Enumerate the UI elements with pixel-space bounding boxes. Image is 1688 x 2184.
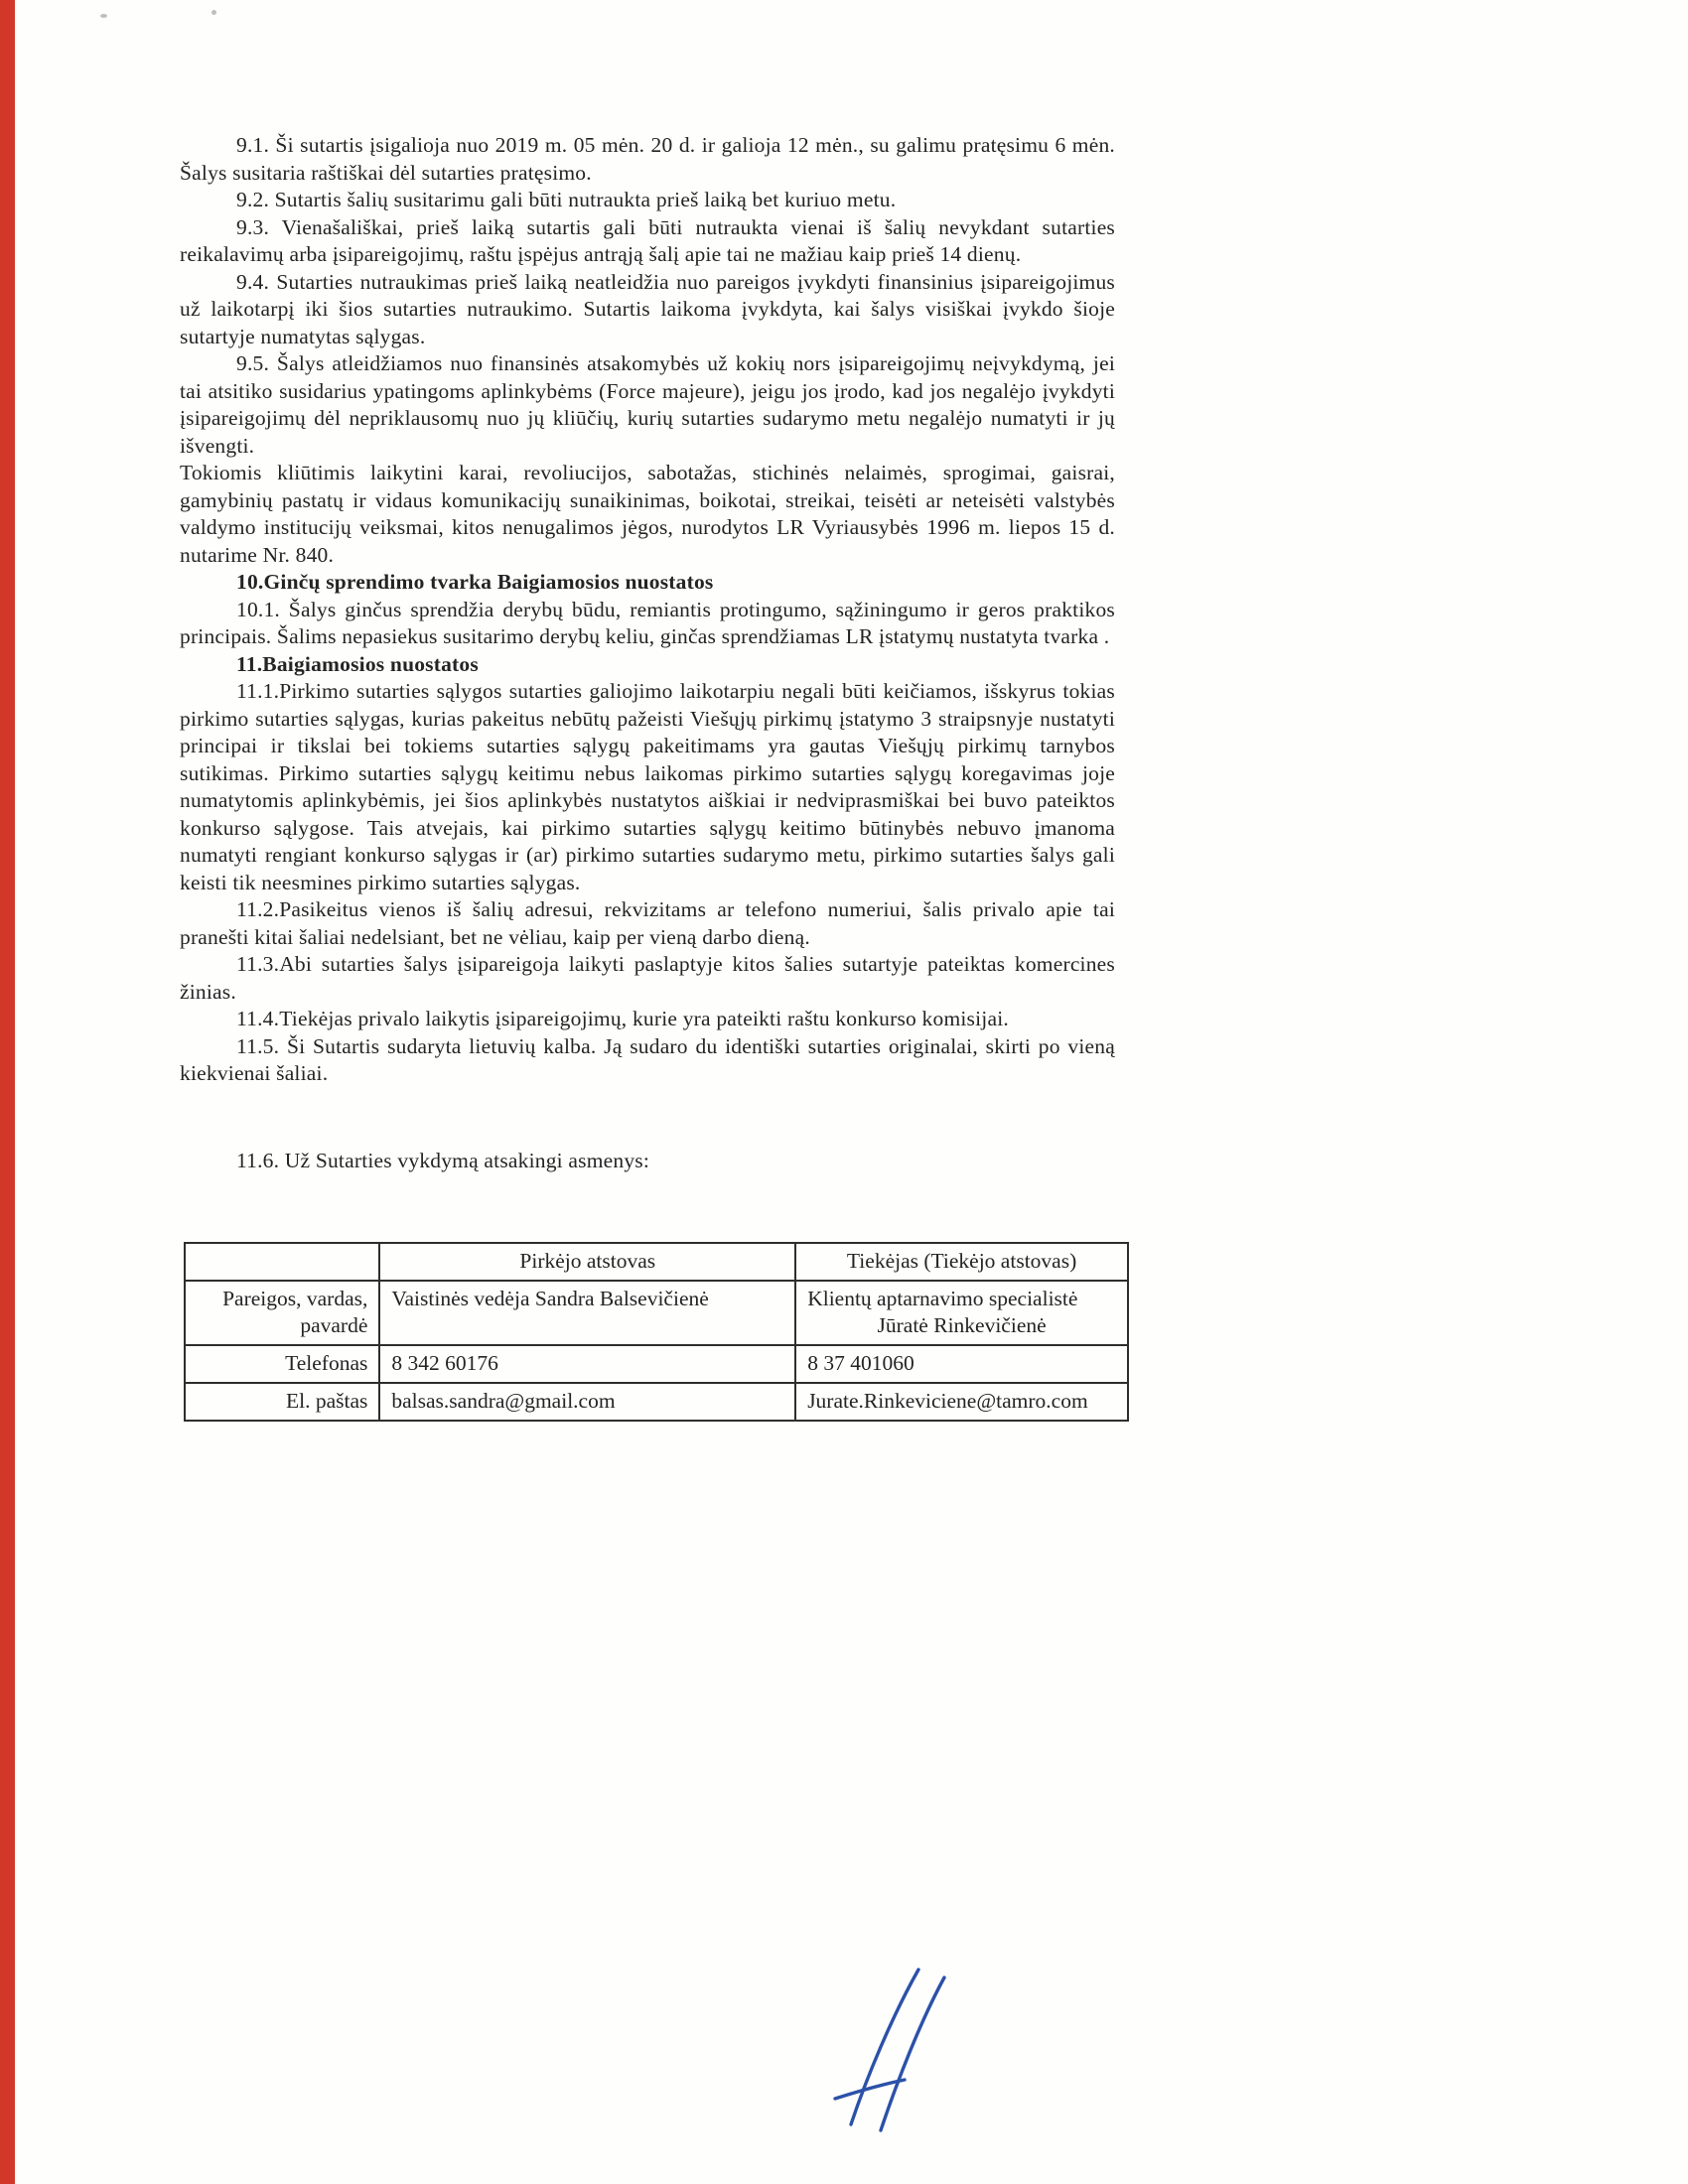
position-row-label: Pareigos, vardas, pavardė xyxy=(185,1281,379,1345)
buyer-email-cell: balsas.sandra@gmail.com xyxy=(379,1383,795,1421)
table-row-phone xyxy=(185,1345,1128,1383)
clause-9-4: 9.4. Sutarties nutraukimas prieš laiką neatleidžia nuo pareigos įvykdyti finansinius įsipareigojimus už laikotarpį iki šios sutarties nutraukimo. Sutartis laikoma įvykdyta, kai šalys visiškai įvykdo šioje sutartyje numatytas sąlygas. xyxy=(180,269,1115,348)
clause-11-2: 11.2.Pasikeitus vienos iš šalių adresui, rekvizitams ar telefono numeriui, šalis privalo apie tai pranešti kitai šaliai nedelsiant, bet ne vėliau, kaip per vieną darbo dieną. xyxy=(180,897,1115,949)
email-row-label: El. paštas xyxy=(185,1383,379,1421)
supplier-phone-cell: 8 37 401060 xyxy=(795,1345,1128,1383)
table-row-position xyxy=(185,1281,1128,1345)
clause-11-6: 11.6. Už Sutarties vykdymą atsakingi asmenys: xyxy=(236,1148,650,1172)
section-11-heading: 11.Baigiamosios nuostatos xyxy=(236,651,479,676)
clause-9-5: 9.5. Šalys atleidžiamos nuo finansinės atsakomybės už kokių nors įsipareigojimų neįvykdymą, jei tai atsitiko susidarius ypatingoms aplinkybėms (Force majeure), jeigu jos įrodo, kad jos negalėjo įvykdyti įsipareigojimų dėl nepriklausomų nuo jų kliūčių, kurių sutarties sudarymo metu negalėjo numatyti ir jų išvengti. xyxy=(180,351,1115,458)
clause-11-3: 11.3.Abi sutarties šalys įsipareigoja laikyti paslaptyje kitos šalies sutartyje pateiktas komercines žinias. xyxy=(180,952,1115,1004)
contract-body xyxy=(180,132,1115,1422)
responsible-persons-table xyxy=(184,1242,1129,1422)
header-buyer-cell: Pirkėjo atstovas xyxy=(379,1243,795,1281)
supplier-position-cell xyxy=(795,1281,1128,1345)
clause-10-1: 10.1. Šalys ginčus sprendžia derybų būdu, remiantis protingumo, sąžiningumo ir geros praktikos principais. Šalims nepasiekus susitarimo derybų keliu, ginčas sprendžiamas LR įstatymų nustatyta tvarka . xyxy=(180,597,1115,648)
scan-speck xyxy=(100,14,107,18)
table-row-email xyxy=(185,1383,1128,1421)
clause-11-5: 11.5. Ši Sutartis sudaryta lietuvių kalba. Ją sudaro du identiški sutarties originalai, skirti po vieną kiekvienai šaliai. xyxy=(180,1033,1115,1085)
supplier-position-line2: Jūratė Rinkevičienė xyxy=(877,1313,1047,1337)
supplier-position-line1: Klientų aptarnavimo specialistė xyxy=(807,1287,1078,1310)
supplier-email-cell: Jurate.Rinkeviciene@tamro.com xyxy=(795,1383,1128,1421)
header-empty-cell xyxy=(185,1243,379,1281)
clause-9-2: 9.2. Sutartis šalių susitarimu gali būti nutraukta prieš laiką bet kuriuo metu. xyxy=(236,188,897,211)
scan-edge-stripe xyxy=(0,0,15,2184)
handwritten-signature xyxy=(829,1964,958,2132)
clause-force-majeure: Tokiomis kliūtimis laikytini karai, revoliucijos, sabotažas, stichinės nelaimės, sprogimai, gaisrai, gamybinių pastatų ir vidaus komunikacijų sunaikinimas, boikotai, streikai, teisėti ar neteisėti valstybės valdymo institucijų veiksmai, kitos nenugalimos jėgos, nurodytos LR Vyriausybės 1996 m. liepos 15 d. nutarime Nr. 840. xyxy=(180,461,1115,567)
buyer-phone-cell: 8 342 60176 xyxy=(379,1345,795,1383)
section-10-heading: 10.Ginčų sprendimo tvarka Baigiamosios nuostatos xyxy=(236,570,714,594)
clause-9-3: 9.3. Vienašališkai, prieš laiką sutartis gali būti nutraukta vienai iš šalių nevykdant sutarties reikalavimų arba įsipareigojimų, raštu įspėjus antrąją šalį apie tai ne mažiau kaip prieš 14 dienų. xyxy=(180,214,1115,266)
header-supplier-cell: Tiekėjas (Tiekėjo atstovas) xyxy=(795,1243,1128,1281)
clause-11-1: 11.1.Pirkimo sutarties sąlygos sutarties galiojimo laikotarpiu negali būti keičiamos, išskyrus tokias pirkimo sutarties sąlygas, kurias pakeitus nebūtų pažeisti Viešųjų pirkimų įstatymo 3 straipsnyje nustatyti principai ir tikslai bei tokiems sutarties sąlygų pakeitimams yra gautas Viešųjų pirkimų tarnybos sutikimas. Pirkimo sutarties sąlygų keitimu nebus laikomas pirkimo sutarties sąlygų koregavimas joje numatytomis aplinkybėmis, jei šios aplinkybės nustatytos aiškiai ir nedviprasmiškai bei buvo pateiktos konkurso sąlygose. Tais atvejais, kai pirkimo sutarties sąlygų keitimo būtinybės nebuvo įmanoma numatyti rengiant konkurso sąlygas ir (ar) pirkimo sutarties sudarymo metu, pirkimo sutarties šalys gali keisti tik neesmines pirkimo sutarties sąlygas. xyxy=(180,679,1115,894)
buyer-position-cell: Vaistinės vedėja Sandra Balsevičienė xyxy=(379,1281,795,1345)
phone-row-label: Telefonas xyxy=(185,1345,379,1383)
clause-9-1: 9.1. Ši sutartis įsigalioja nuo 2019 m. 05 mėn. 20 d. ir galioja 12 mėn., su galimu pratęsimu 6 mėn. Šalys susitaria raštiškai dėl sutarties pratęsimo. xyxy=(180,133,1115,185)
clause-11-4: 11.4.Tiekėjas privalo laikytis įsipareigojimų, kurie yra pateikti raštu konkurso komisijai. xyxy=(236,1007,1009,1030)
scan-speck xyxy=(211,10,216,15)
table-header-row xyxy=(185,1243,1128,1281)
